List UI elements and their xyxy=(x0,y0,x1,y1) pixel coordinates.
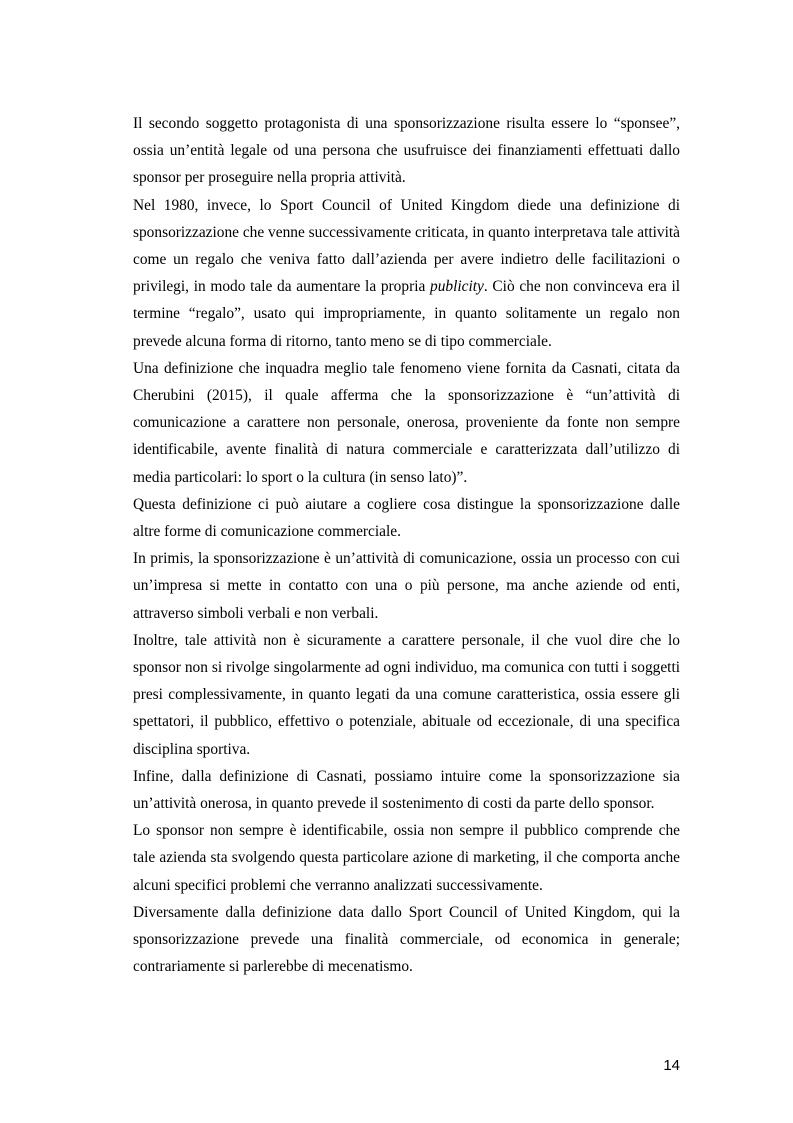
paragraph-sport-council-text-end: . Ciò che non convinceva era il termine “regalo”, usato qui impropriamente, in quanto solitamente un regalo non prevede alcuna forma di ritorno, tanto meno se di tipo commerciale. xyxy=(133,278,680,350)
paragraph-distinction: Questa definizione ci può aiutare a cogliere cosa distingue la sponsorizzazione dalle altre forme di comunicazione commerciale. xyxy=(133,495,680,541)
paragraph-identifiability: Lo sponsor non sempre è identificabile, ossia non sempre il pubblico comprende che tale azienda sta svolgendo questa particolare azione di marketing, il che comporta anche alcuni specifici problemi che verranno analizzati successivamente. xyxy=(133,822,680,894)
paragraph-commercial-purpose: Diversamente dalla definizione data dallo Sport Council of United Kingdom, qui la sponsorizzazione prevede una finalità commerciale, od economica in generale; contrariamente si parlerebbe di mecenatismo. xyxy=(133,903,680,976)
page-number: 14 xyxy=(663,1057,680,1074)
paragraph-sport-council-1980 xyxy=(133,192,680,355)
body-text xyxy=(133,110,680,981)
paragraph-casnati-definition: Una definizione che inquadra meglio tale fenomeno viene fornita da Casnati, citata da Cherubini (2015), il quale afferma che la sponsorizzazione è “un’attività di comunicazione a carattere non personale, onerosa, proveniente da fonte non sempre identificabile, avente finalità di natura commerciale e caratterizzata dall’utilizzo di media particolari: lo sport o la cultura (in senso lato)”. xyxy=(133,359,680,486)
paragraph-onerous-activity: Infine, dalla definizione di Casnati, possiamo intuire come la sponsorizzazione sia un’attività onerosa, in quanto prevede il sostenimento di costi da parte dello sponsor. xyxy=(133,767,680,813)
paragraph-non-personal: Inoltre, tale attività non è sicuramente a carattere personale, il che vuol dire che lo sponsor non si rivolge singolarmente ad ogni individuo, ma comunica con tutti i soggetti presi complessivamente, in quanto legati da una comune caratteristica, ossia essere gli spettatori, il pubblico, effettivo o potenziale, abituale od eccezionale, di una specifica disciplina sportiva. xyxy=(133,631,680,758)
paragraph-sponsee: Il secondo soggetto protagonista di una sponsorizzazione risulta essere lo “sponsee”, ossia un’entità legale od una persona che usufruisce dei finanziamenti effettuati dallo sponsor per proseguire nella propria attività. xyxy=(133,115,680,187)
paragraph-communication-activity: In primis, la sponsorizzazione è un’attività di comunicazione, ossia un processo con cui un’impresa si mette in contatto con una o più persone, ma anche aziende od enti, attraverso simboli verbali e non verbali. xyxy=(133,550,680,622)
publicity-emphasis: publicity xyxy=(430,278,484,296)
paragraph-sport-council-text-start: Nel 1980, invece, lo Sport Council of United Kingdom diede una definizione di sponsorizzazione che venne successivamente criticata, in quanto interpretava tale attività come un regalo che veniva fatto dall’azienda per avere indietro delle facilitazioni o privilegi, in modo tale da aumentare la propria xyxy=(133,196,680,296)
